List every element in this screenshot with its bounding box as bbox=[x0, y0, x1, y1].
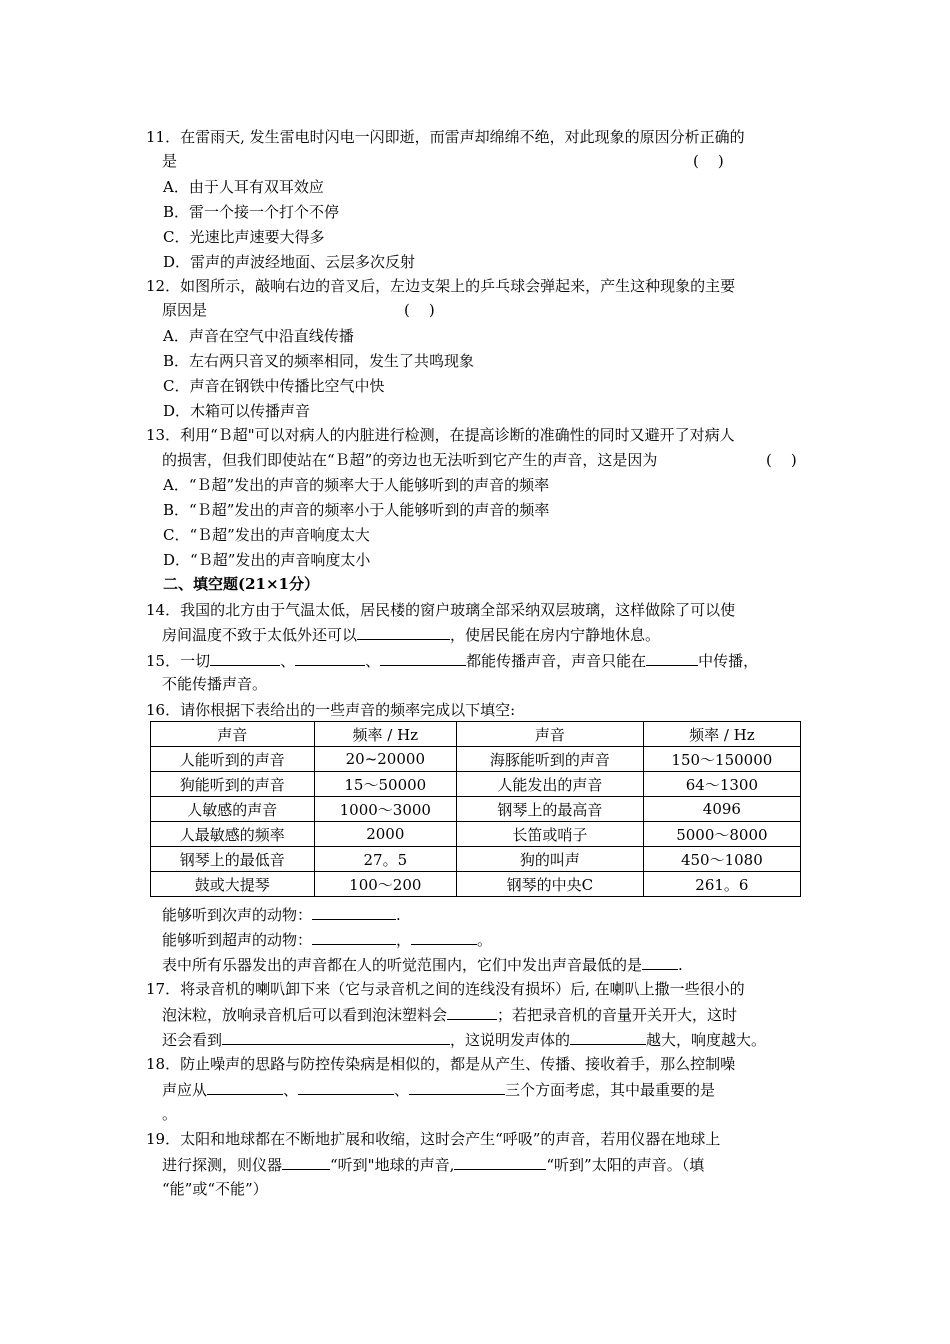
q14-blank[interactable] bbox=[357, 624, 450, 640]
q16-blank-4[interactable] bbox=[642, 954, 678, 970]
table-row bbox=[151, 847, 801, 872]
q13-bracket: ( ) bbox=[766, 451, 797, 469]
q13-line1: 13．利用“Ｂ超"可以对病人的内脏进行检测，在提高诊断的准确性的同时又避开了对病人 bbox=[146, 426, 735, 444]
q11-option-b: B．雷一个接一个打个不停 bbox=[163, 203, 340, 221]
q12-option-a: A．声音在空气中沿直线传播 bbox=[163, 327, 354, 345]
table-cell: 2000 bbox=[314, 822, 456, 847]
q17-line1: 17．将录音机的喇叭卸下来（它与录音机之间的连线没有损坏）后, 在喇叭上撒一些很小的 bbox=[146, 980, 745, 998]
table-cell: 4096 bbox=[643, 797, 800, 822]
q17-blank-2[interactable] bbox=[222, 1029, 450, 1045]
q15-blank-3[interactable] bbox=[380, 650, 466, 666]
q11-line2: 是 bbox=[162, 152, 178, 170]
q19-blank-1[interactable] bbox=[282, 1154, 330, 1170]
section-heading-fill-in: 二、填空题(21×1分） bbox=[163, 575, 319, 593]
q14-line2: 房间温度不致于太低外还可以 ，使居民能在房内宁静地休息。 bbox=[162, 626, 661, 644]
table-cell: 20~20000 bbox=[314, 747, 456, 772]
q15-line1: 15．一切 、 、 都能传播声音，声音只能在 中传播， bbox=[146, 652, 759, 670]
q13-line2: 的损害，但我们即使站在“Ｂ超”的旁边也无法听到它产生的声音，这是因为 bbox=[162, 451, 658, 469]
table-header: 声音 bbox=[457, 722, 644, 747]
q11-bracket: ( ) bbox=[693, 152, 724, 170]
table-cell: 钢琴上的最低音 bbox=[151, 847, 315, 872]
q13-option-c: C．“Ｂ超”发出的声音响度太大 bbox=[163, 526, 370, 544]
table-cell: 长笛或哨子 bbox=[457, 822, 644, 847]
table-cell: 人能听到的声音 bbox=[151, 747, 315, 772]
q13-option-a: A．“Ｂ超”发出的声音的频率大于人能够听到的声音的频率 bbox=[163, 476, 550, 494]
table-cell: 狗的叫声 bbox=[457, 847, 644, 872]
table-cell: 450～1080 bbox=[643, 847, 800, 872]
q17-line2: 泡沫粒，放响录音机后可以看到泡沫塑料会 ；若把录音机的音量开关开大，这时 bbox=[162, 1006, 738, 1024]
table-cell: 5000～8000 bbox=[643, 822, 800, 847]
q13-option-b: B．“Ｂ超”发出的声音的频率小于人能够听到的声音的频率 bbox=[163, 501, 550, 519]
q16-blank-2[interactable] bbox=[312, 929, 396, 945]
q11-option-a: A．由于人耳有双耳效应 bbox=[163, 178, 324, 196]
table-header-row bbox=[151, 722, 801, 747]
q12-option-d: D．木箱可以传播声音 bbox=[163, 402, 311, 420]
q11-option-d: D．雷声的声波经地面、云层多次反射 bbox=[163, 253, 416, 271]
q15-blank-1[interactable] bbox=[210, 650, 280, 666]
table-cell: 人能发出的声音 bbox=[457, 772, 644, 797]
table-row bbox=[151, 797, 801, 822]
q16-intro: 16．请你根据下表给出的一些声音的频率完成以下填空: bbox=[146, 701, 516, 719]
q18-blank-2[interactable] bbox=[298, 1079, 394, 1095]
q15-line2: 不能传播声音。 bbox=[162, 675, 268, 693]
q16-blank-3[interactable] bbox=[411, 929, 477, 945]
q19-blank-2[interactable] bbox=[454, 1154, 546, 1170]
q19-line3: “能”或“不能”） bbox=[162, 1180, 268, 1198]
q16-fill-infrasound: 能够听到次声的动物： . bbox=[162, 906, 401, 924]
table-cell: 64～1300 bbox=[643, 772, 800, 797]
q18-line2: 声应从 、 、 三个方面考虑，其中最重要的是 bbox=[162, 1081, 716, 1099]
table-cell: 150～150000 bbox=[643, 747, 800, 772]
table-row bbox=[151, 772, 801, 797]
q18-blank-3[interactable] bbox=[409, 1079, 505, 1095]
q16-fill-ultrasound: 能够听到超声的动物： ， 。 bbox=[162, 931, 493, 949]
table-cell: 人最敏感的频率 bbox=[151, 822, 315, 847]
table-cell: 100～200 bbox=[314, 872, 456, 897]
table-header: 声音 bbox=[151, 722, 315, 747]
table-cell: 狗能听到的声音 bbox=[151, 772, 315, 797]
q14-line1: 14．我国的北方由于气温太低，居民楼的窗户玻璃全部采纳双层玻璃，这样做除了可以使 bbox=[146, 601, 736, 619]
q15-blank-4[interactable] bbox=[646, 650, 698, 666]
table-cell: 1000～3000 bbox=[314, 797, 456, 822]
q18-blank-1[interactable] bbox=[207, 1079, 283, 1095]
table-cell: 261。6 bbox=[643, 872, 800, 897]
table-cell: 15～50000 bbox=[314, 772, 456, 797]
q11-option-c: C．光速比声速要大得多 bbox=[163, 228, 325, 246]
q18-line1: 18．防止噪声的思路与防控传染病是相似的，都是从产生、传播、接收着手，那么控制噪 bbox=[146, 1055, 736, 1073]
table-cell: 海豚能听到的声音 bbox=[457, 747, 644, 772]
frequency-table bbox=[150, 721, 801, 897]
q12-line2: 原因是 bbox=[162, 301, 208, 319]
table-cell: 27。5 bbox=[314, 847, 456, 872]
q17-blank-3[interactable] bbox=[570, 1029, 646, 1045]
q12-option-c: C．声音在钢铁中传播比空气中快 bbox=[163, 377, 385, 395]
q12-option-b: B．左右两只音叉的频率相同，发生了共鸣现象 bbox=[163, 352, 475, 370]
q13-option-d: D．“Ｂ超”发出的声音响度太小 bbox=[163, 551, 371, 569]
table-cell: 钢琴的中央C bbox=[457, 872, 644, 897]
table-header: 频率 / Hz bbox=[643, 722, 800, 747]
q15-blank-2[interactable] bbox=[295, 650, 365, 666]
q12-line1: 12．如图所示，敲响右边的音叉后，左边支架上的乒乓球会弹起来，产生这种现象的主要 bbox=[146, 277, 736, 295]
q17-line3: 还会看到 ，这说明发声体的 越大，响度越大。 bbox=[162, 1031, 767, 1049]
q16-blank-1[interactable] bbox=[312, 904, 396, 920]
q19-line1: 19．太阳和地球都在不断地扩展和收缩，这时会产生“呼吸”的声音，若用仪器在地球上 bbox=[146, 1130, 721, 1148]
table-cell: 鼓或大提琴 bbox=[151, 872, 315, 897]
q12-bracket: ( ) bbox=[404, 301, 435, 319]
table-header: 频率 / Hz bbox=[314, 722, 456, 747]
q19-line2: 进行探测，则仪器 “听到"地球的声音, “听到”太阳的声音。（填 bbox=[162, 1156, 705, 1174]
q16-fill-lowest: 表中所有乐器发出的声音都在人的听觉范围内，它们中发出声音最低的是 . bbox=[162, 956, 683, 974]
table-row bbox=[151, 747, 801, 772]
table-row bbox=[151, 872, 801, 897]
q11-line1: 11．在雷雨天, 发生雷电时闪电一闪即逝，而雷声却绵绵不绝，对此现象的原因分析正确的 bbox=[146, 128, 745, 146]
table-cell: 钢琴上的最高音 bbox=[457, 797, 644, 822]
table-row bbox=[151, 822, 801, 847]
table-cell: 人敏感的声音 bbox=[151, 797, 315, 822]
q18-line3: 。 bbox=[162, 1105, 178, 1123]
q17-blank-1[interactable] bbox=[447, 1004, 497, 1020]
